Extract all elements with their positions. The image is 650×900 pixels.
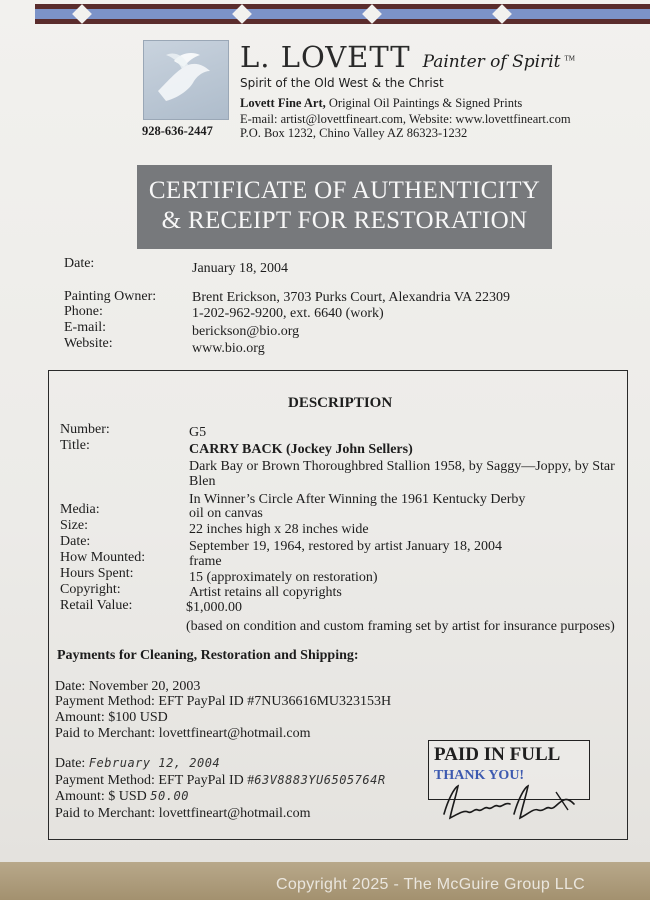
title-line-3: Blen [189,474,216,489]
paid-in-full-text: PAID IN FULL [434,744,561,765]
number-label: Number: [60,422,110,437]
artist-phone: 928-636-2447 [142,124,213,138]
artist-signature [438,780,578,829]
payment1-date: Date: November 20, 2003 [55,679,201,694]
payment2-amount [55,789,189,805]
thank-you-text: THANK YOU! [434,768,525,783]
size-value: 22 inches high x 28 inches wide [189,522,369,537]
mounted-label: How Mounted: [60,550,146,565]
banner-line-1: CERTIFICATE OF AUTHENTICITY [148,177,541,204]
painting-date-value: September 19, 1964, restored by artist January 18, 2004 [189,539,502,554]
brand-heading [240,40,575,74]
brand-name: L. LOVETT [240,40,411,74]
dove-logo-icon [143,40,229,120]
media-value: oil on canvas [189,506,263,521]
website-value: www.bio.org [192,341,265,356]
payments-title: Payments for Cleaning, Restoration and Shipping: [57,648,359,663]
banner-line-2: & RECEIPT FOR RESTORATION [161,207,528,234]
hours-label: Hours Spent: [60,566,134,581]
title-label: Title: [60,438,90,453]
payment2-amount-label: Amount: $ USD [55,789,147,804]
payment2-date [55,756,220,772]
title-line-4: In Winner’s Circle After Winning the 1961 Kentucky Derby [189,492,526,507]
business-name: Lovett Fine Art, [240,96,326,110]
payment1-paid-to: Paid to Merchant: lovettfineart@hotmail.com [55,726,311,741]
date-label: Date: [64,256,95,271]
payment2-date-label: Date: [55,756,86,771]
payment1-amount: Amount: $100 USD [55,710,168,725]
mounted-value: frame [189,554,222,569]
contact-email-web: E-mail: artist@lovettfineart.com, Website: www.lovettfineart.com [240,112,571,126]
title-line-2: Dark Bay or Brown Thoroughbred Stallion 1958, by Saggy—Joppy, by Star [189,459,615,474]
painting-date-label: Date: [60,534,91,549]
payment2-amount-handwritten: 50.00 [150,789,189,803]
owner-value: Brent Erickson, 3703 Purks Court, Alexandria VA 22309 [192,290,510,305]
retail-note: (based on condition and custom framing set by artist for insurance purposes) [186,619,615,634]
owner-label: Painting Owner: [64,289,157,304]
number-value: G5 [189,425,207,440]
payment2-method-handwritten: 63V8883YU6505764R [254,773,386,787]
media-label: Media: [60,502,100,517]
contact-address: P.O. Box 1232, Chino Valley AZ 86323-1232 [240,126,468,140]
business-line [240,96,522,111]
description-heading: DESCRIPTION [288,395,393,411]
size-label: Size: [60,518,88,533]
copyright-watermark: Copyright 2025 - The McGuire Group LLC [276,876,586,893]
retail-value: $1,000.00 [186,600,242,615]
website-label: Website: [64,336,113,351]
payment2-paid-to: Paid to Merchant: lovettfineart@hotmail.com [55,806,311,821]
title-value: CARRY BACK (Jockey John Sellers) [189,442,413,457]
certificate-title-banner [137,165,552,249]
phone-value: 1-202-962-9200, ext. 6640 (work) [192,306,384,321]
copyright-value: Artist retains all copyrights [189,585,342,600]
decorative-border [35,4,650,24]
email-value: berickson@bio.org [192,324,300,339]
email-label: E-mail: [64,320,106,335]
tagline: Spirit of the Old West & the Christ [240,76,444,90]
payment2-method [55,773,386,789]
copyright-label: Copyright: [60,582,121,597]
retail-label: Retail Value: [60,598,133,613]
brand-subtitle: Painter of Spirit [422,52,561,72]
payment1-method: Payment Method: EFT PayPal ID #7NU36616MU323153H [55,694,392,709]
hours-value: 15 (approximately on restoration) [189,570,378,585]
trademark: TM [564,54,575,63]
business-desc: Original Oil Paintings & Signed Prints [325,96,523,110]
date-value: January 18, 2004 [192,261,289,276]
payment2-method-label: Payment Method: EFT PayPal ID # [55,773,255,788]
payment2-date-handwritten: February 12, 2004 [88,756,221,770]
phone-label: Phone: [64,304,103,319]
